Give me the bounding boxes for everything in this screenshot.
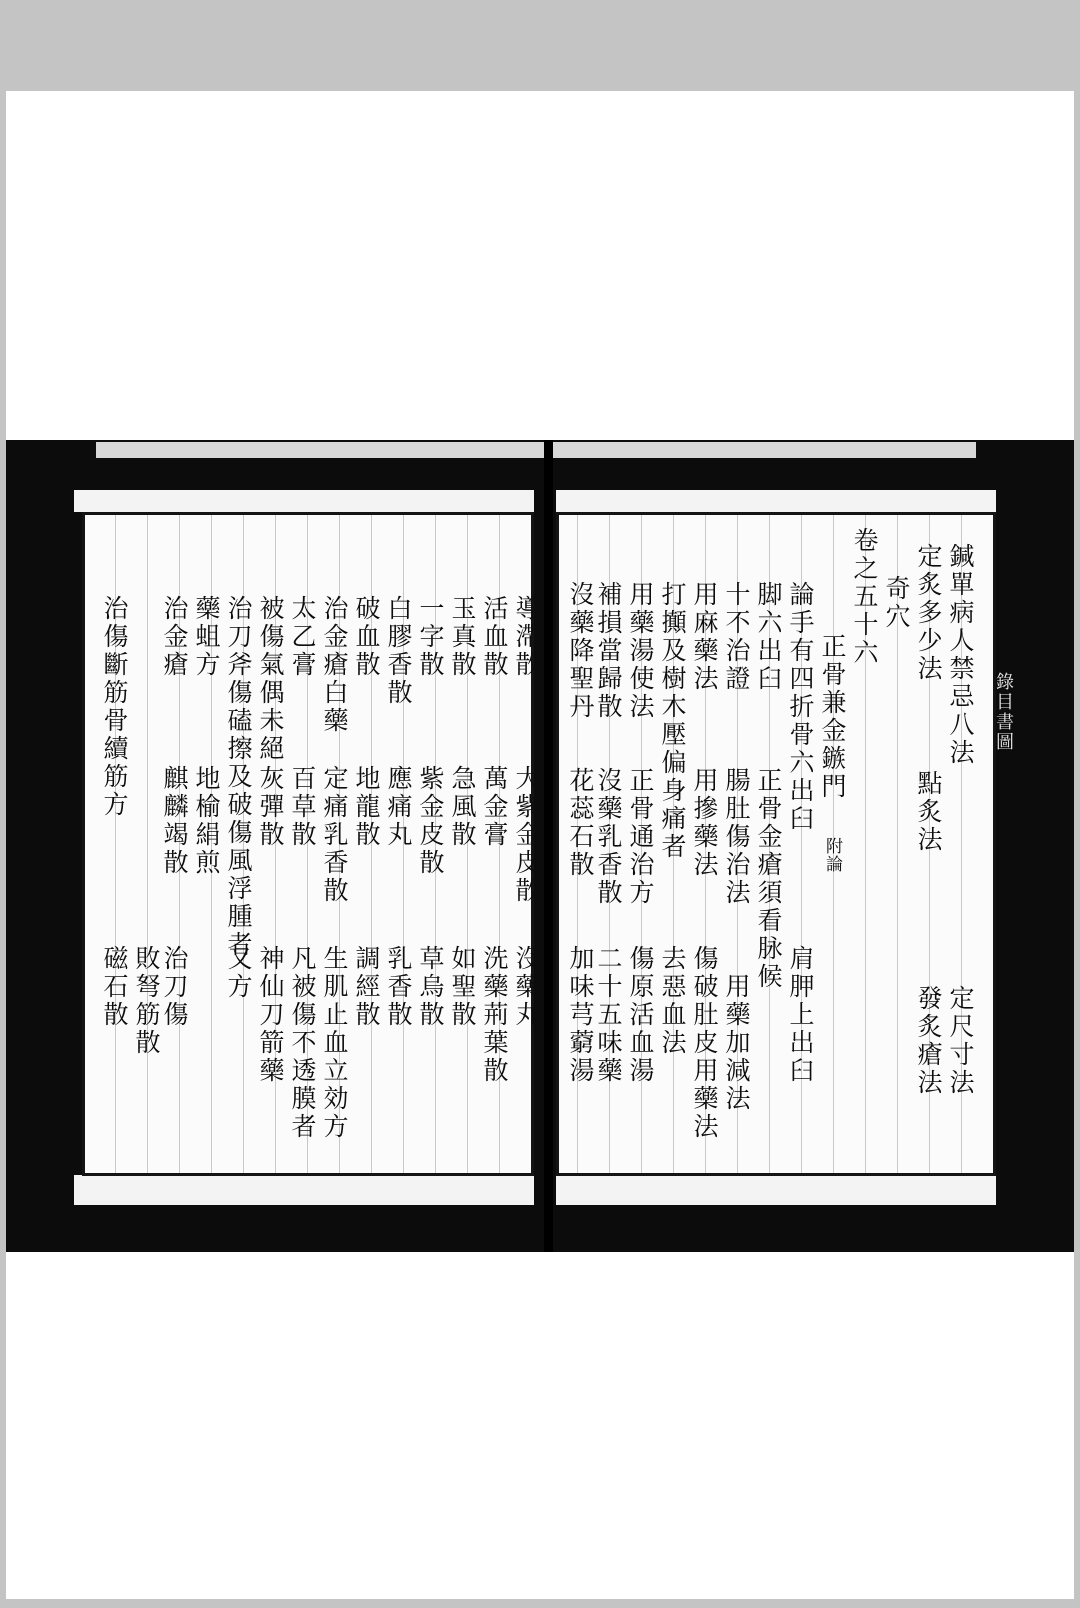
right_page-text-column: 鍼單病人禁忌八法 <box>946 543 975 767</box>
left_page-text-column: 如聖散 <box>448 945 477 1029</box>
right_page-text-column: 點炙法 <box>914 770 943 854</box>
left_page-text-column: 太乙膏 <box>288 595 317 679</box>
left_page-text-column: 治傷斷筋骨續筋方 <box>100 595 129 819</box>
right_page-text-column: 傷原活血湯 <box>626 945 655 1085</box>
left_page-text-column: 治刀斧傷磕擦及破傷風浮腫者 <box>224 595 253 959</box>
left_page-text-column: 導滯散 <box>512 595 541 679</box>
right_page-text-column: 肩胛上出臼 <box>786 945 815 1085</box>
right_page-text-column: 沒藥降聖丹 <box>566 581 595 721</box>
left_page-text-column: 定痛乳香散 <box>320 765 349 905</box>
right_page-text-column: 打攧及樹木壓偏身痛者 <box>658 581 687 861</box>
right_page-text-column: 用藥加減法 <box>722 973 751 1113</box>
left_page-text-column: 治金瘡白藥 <box>320 595 349 735</box>
left_page-text-column: 萬金膏 <box>480 765 509 849</box>
left_page-text-column: 地龍散 <box>352 765 381 849</box>
book-spine <box>544 440 553 1252</box>
right_page-text-column: 卷之五十六 <box>850 527 879 667</box>
right_page-text-column: 去惡血法 <box>658 945 687 1057</box>
left_page-text-column: 又方 <box>224 945 253 1001</box>
left_page-text-column: 白膠香散 <box>384 595 413 707</box>
right-page-edge <box>556 490 996 512</box>
right_page-text-column: 定尺寸法 <box>946 985 975 1097</box>
right_page-text-column: 用藥湯使法 <box>626 581 655 721</box>
left_page-text-column: 治刀傷 <box>160 945 189 1029</box>
left_page-text-column: 調經散 <box>352 945 381 1029</box>
right_page-text-column: 補損當歸散 <box>594 581 623 721</box>
left_page-text-column: 大紫金皮散 <box>512 765 541 905</box>
right_page-text-column: 發炙瘡法 <box>914 985 943 1097</box>
left_page-text-column: 乳香散 <box>384 945 413 1029</box>
bottom-left-edge <box>74 1175 534 1205</box>
left_page-text-column: 凡被傷不透膜者 <box>288 945 317 1141</box>
left_page-text-column: 一字散 <box>416 595 445 679</box>
left_page-text-column: 地榆絹煎 <box>192 765 221 877</box>
right_page-text-column: 腸肚傷治法 <box>722 767 751 907</box>
right_page-text-column: 定炙多少法 <box>914 543 943 683</box>
left_page-text-column: 治金瘡 <box>160 595 189 679</box>
header-slug: 錄目書圖 <box>993 672 1014 752</box>
left_page-text-column: 生肌止血立効方 <box>320 945 349 1141</box>
right_page-text-column: 二十五味藥 <box>594 945 623 1085</box>
left_page-text-column: 玉真散 <box>448 595 477 679</box>
left_page-text-column: 神仙刀箭藥 <box>256 945 285 1085</box>
right_page-text-column: 十不治證 <box>722 581 751 693</box>
left_page-text-column: 活血散 <box>480 595 509 679</box>
left_page-text-column: 紫金皮散 <box>416 765 445 877</box>
top-page-edge <box>96 442 976 458</box>
left_page-text-column: 沒藥丸 <box>512 945 541 1029</box>
right-page <box>556 512 996 1176</box>
right_page-text-column: 奇穴 <box>882 575 911 631</box>
right_page-text-column: 論手有四折骨六出臼 <box>786 581 815 833</box>
left_page-text-column: 急風散 <box>448 765 477 849</box>
left_page-text-column: 應痛丸 <box>384 765 413 849</box>
right_page-text-column: 正骨通治方 <box>626 767 655 907</box>
bottom-right-edge <box>556 1175 996 1205</box>
right_page-text-column: 附論 <box>822 837 842 873</box>
right_page-text-column: 正骨金瘡須看脉候 <box>754 767 783 991</box>
left_page-text-column: 灰彈散 <box>256 765 285 849</box>
right_page-text-column: 脚六出臼 <box>754 581 783 693</box>
book-scan <box>6 440 1074 1252</box>
left_page-text-column: 百草散 <box>288 765 317 849</box>
left-page <box>82 512 541 1176</box>
right_page-text-column: 花蕊石散 <box>566 767 595 879</box>
left_page-text-column: 被傷氣偶未絕 <box>256 595 285 763</box>
right_page-text-column: 用摻藥法 <box>690 767 719 879</box>
right_page-text-column: 傷破肚皮用藥法 <box>690 945 719 1141</box>
right_page-text-column: 沒藥乳香散 <box>594 767 623 907</box>
left-page-edge <box>74 490 534 512</box>
left_page-text-column: 洗藥荊葉散 <box>480 945 509 1085</box>
right_page-text-column: 用麻藥法 <box>690 581 719 693</box>
left_page-text-column: 藥蛆方 <box>192 595 221 679</box>
left_page-text-column: 草烏散 <box>416 945 445 1029</box>
left_page-text-column: 敗弩筋散 <box>132 945 161 1057</box>
right_page-text-column: 加味芎藭湯 <box>566 945 595 1085</box>
left_page-text-column: 破血散 <box>352 595 381 679</box>
right_page-text-column: 正骨兼金鏃門 <box>818 633 847 801</box>
left_page-text-column: 麒麟竭散 <box>160 765 189 877</box>
left_page-text-column: 磁石散 <box>100 945 129 1029</box>
